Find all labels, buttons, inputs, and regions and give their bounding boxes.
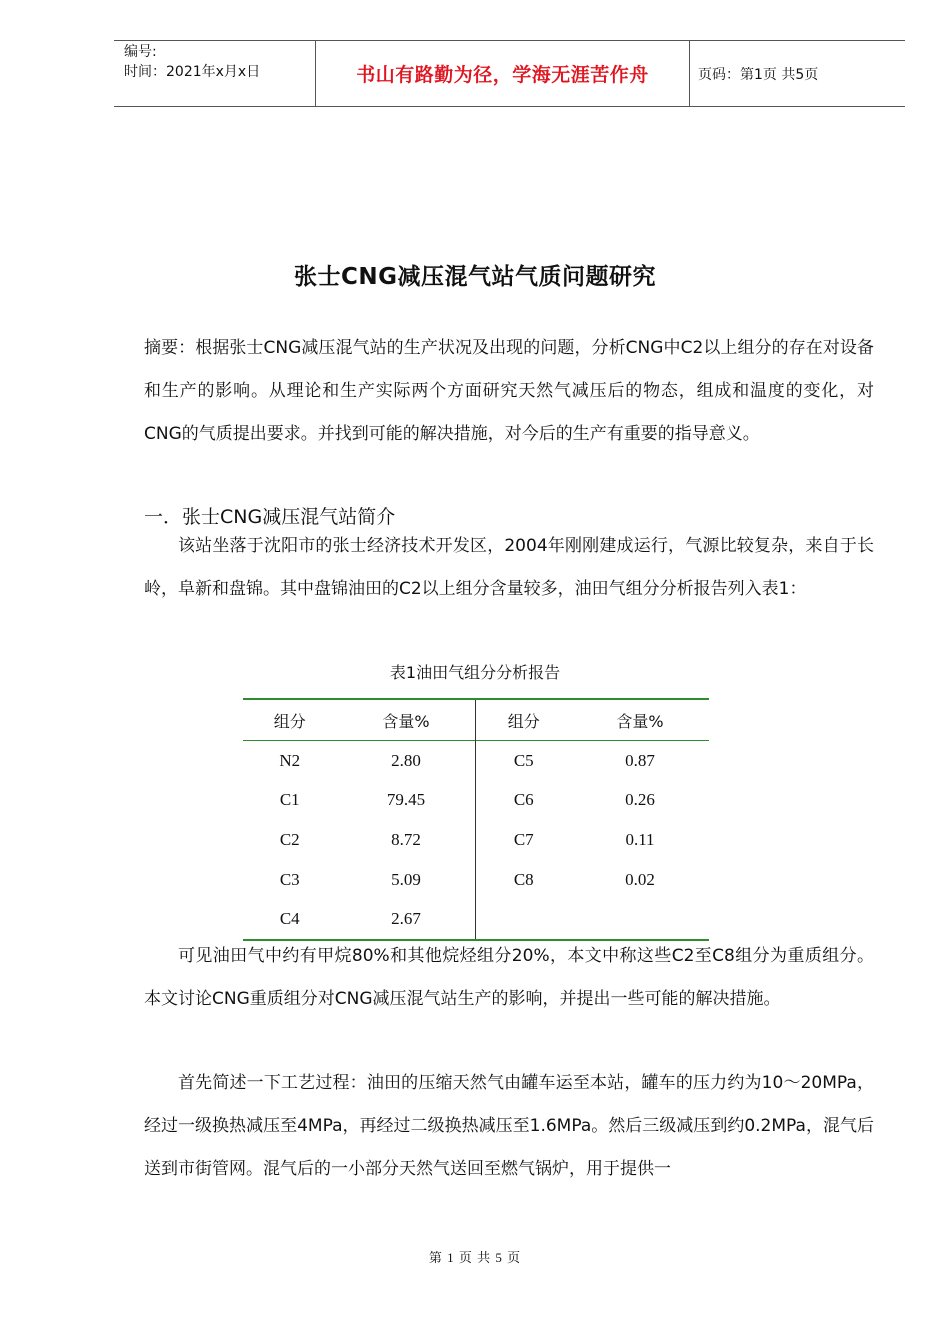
header-page-label: 页码：第1页 共5页 (698, 66, 819, 83)
table-header-cell: 含量% (337, 699, 476, 741)
header-motto-cell (316, 41, 690, 106)
table-row (243, 741, 709, 781)
table-cell: C2 (279, 829, 300, 849)
table-header-row (243, 699, 709, 741)
table-cell: 0.02 (625, 869, 655, 889)
paragraph-3: 首先简述一下工艺过程：油田的压缩天然气由罐车运至本站，罐车的压力约为10～20MPa，经过一级换热减压至4MPa，再经过二级换热减压至1.6MPa。然后三级减压到约0.2MPa，混气后送到市街管网。混气后的一小部分天然气送回至燃气锅炉，用于提供一 (144, 1073, 874, 1179)
paragraph-2: 可见油田气中约有甲烷80%和其他烷烃组分20%，本文中称这些C2至C8组分为重质组分。本文讨论CNG重质组分对CNG减压混气站生产的影响，并提出一些可能的解决措施。 (144, 946, 874, 1009)
table-row (243, 820, 709, 860)
table-cell: C7 (513, 829, 534, 849)
table-cell: 0.87 (625, 750, 655, 770)
page-footer: 第 1 页 共 5 页 (428, 1250, 522, 1265)
table-header-cell: 组分 (507, 711, 540, 731)
section-1-heading: 一．张士CNG减压混气站简介 (144, 506, 396, 528)
abstract-paragraph: 摘要：根据张士CNG减压混气站的生产状况及出现的问题，分析CNG中C2以上组分的存在对设备和生产的影响。从理论和生产实际两个方面研究天然气减压后的物态，组成和温度的变化，对CNG的气质提出要求。并找到可能的解决措施，对今后的生产有重要的指导意义。 (144, 338, 874, 444)
table-header-cell: 组分 (273, 711, 306, 731)
paragraph-1: 该站坐落于沈阳市的张士经济技术开发区，2004年刚刚建成运行，气源比较复杂，来自于长岭，阜新和盘锦。其中盘锦油田的C2以上组分含量较多，油田气组分分析报告列入表1： (144, 536, 874, 599)
table-cell: 0.26 (625, 790, 655, 810)
table-cell: 2.80 (337, 741, 476, 781)
header-number-label: 编号: (124, 44, 157, 60)
table-cell: N2 (279, 750, 301, 770)
header-time-label: 时间：2021年x月x日 (124, 64, 261, 80)
table-cell (476, 899, 571, 940)
table-cell: 8.72 (337, 820, 476, 860)
table-row (243, 899, 709, 940)
table-cell: 2.67 (337, 899, 476, 940)
table-header-cell: 含量% (616, 711, 664, 731)
header-motto: 书山有路勤为径，学海无涯苦作舟 (356, 64, 649, 86)
table-cell: C3 (279, 869, 300, 889)
table-cell (571, 899, 709, 940)
table-cell: C4 (279, 909, 300, 929)
table-cell: 79.45 (337, 781, 476, 821)
composition-table (243, 698, 709, 941)
table-cell: C6 (513, 790, 534, 810)
header-meta (114, 41, 316, 106)
page-header (114, 40, 905, 107)
document-title: 张士CNG减压混气站气质问题研究 (293, 264, 656, 290)
table-cell: 5.09 (337, 860, 476, 900)
table-cell: 0.11 (625, 829, 655, 849)
table-cell: C1 (279, 790, 300, 810)
table-caption: 表1油田气组分分析报告 (389, 663, 561, 682)
table-cell: C5 (513, 750, 534, 770)
header-page-cell (690, 41, 905, 106)
table-row (243, 781, 709, 821)
table-row (243, 860, 709, 900)
table-cell: C8 (513, 869, 534, 889)
